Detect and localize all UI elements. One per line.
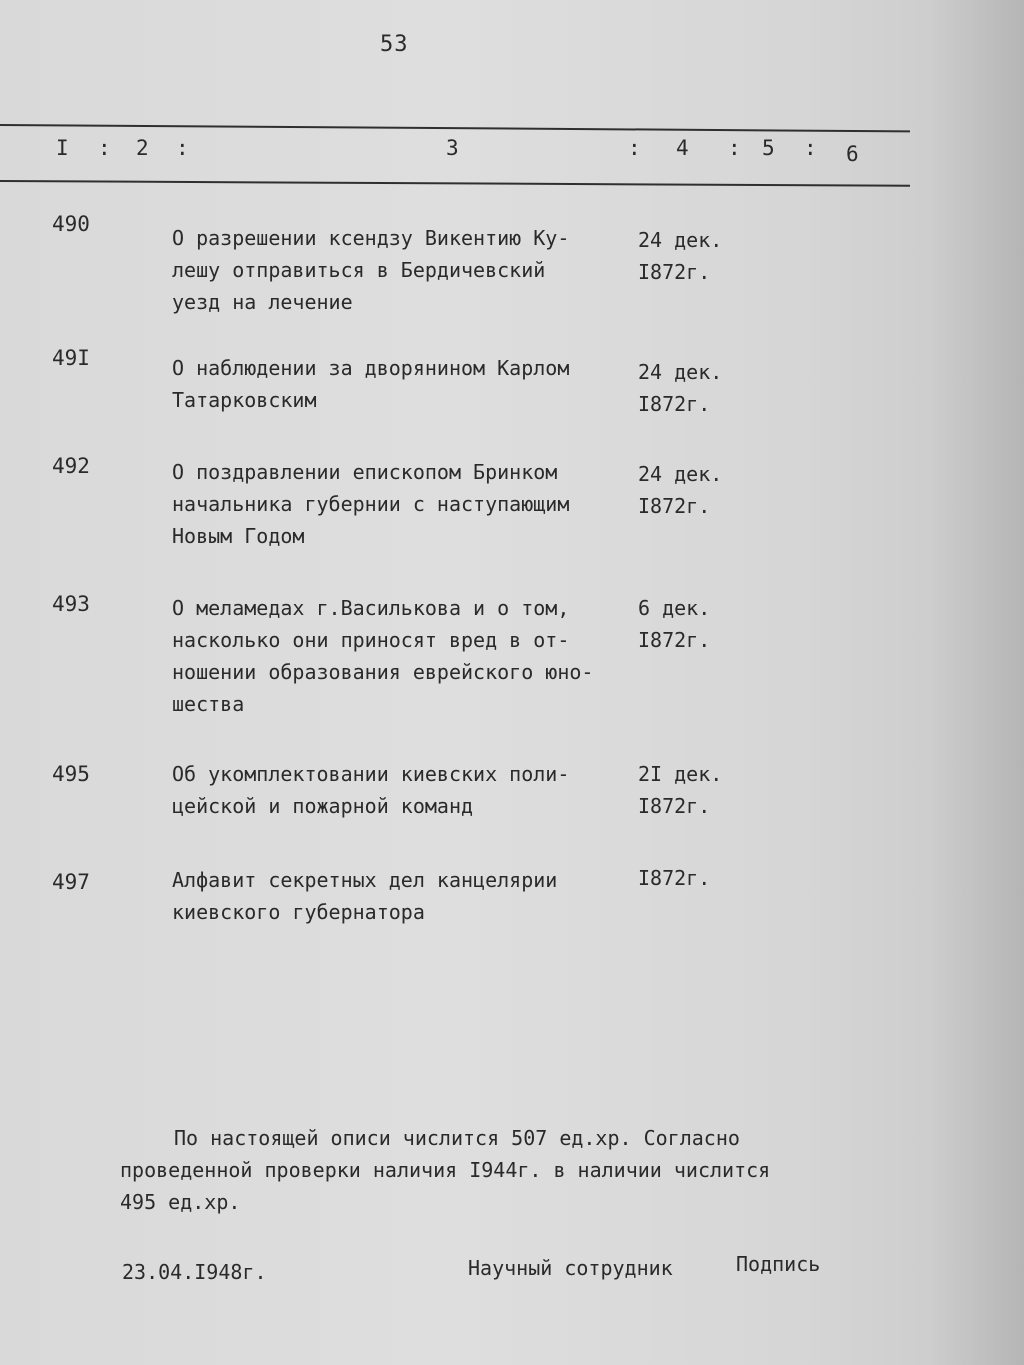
row-title-line: Об укомплектовании киевских поли- bbox=[172, 762, 570, 786]
row-date bbox=[638, 458, 722, 522]
row-number: 495 bbox=[52, 762, 90, 786]
row-date-line: I872г. bbox=[638, 494, 711, 518]
column-header-3: 3 bbox=[446, 136, 459, 160]
footer-signature-label: Подпись bbox=[736, 1252, 821, 1276]
row-date-line: I872г. bbox=[638, 628, 711, 652]
column-separator: : bbox=[98, 136, 111, 160]
row-title-line: ношении образования еврейского юно- bbox=[172, 660, 594, 684]
row-date-line: I872г. bbox=[638, 392, 711, 416]
column-header-1: I bbox=[56, 136, 69, 160]
row-title-line: Татарковским bbox=[172, 388, 317, 412]
row-date bbox=[638, 356, 722, 420]
column-header-4: 4 bbox=[676, 136, 689, 160]
row-date-line: 6 дек. bbox=[638, 596, 711, 620]
row-number: 492 bbox=[52, 454, 90, 478]
row-date-line: I872г. bbox=[638, 866, 711, 890]
row-title-line: киевского губернатора bbox=[172, 900, 425, 924]
row-title-line: О поздравлении епископом Бринком bbox=[172, 460, 558, 484]
column-separator: : bbox=[176, 136, 189, 160]
column-header-6: 6 bbox=[846, 142, 859, 166]
footer-role: Научный сотрудник bbox=[468, 1256, 673, 1280]
row-title bbox=[172, 456, 612, 552]
summary-paragraph bbox=[120, 1122, 770, 1218]
page-edge-shadow bbox=[930, 0, 1024, 1365]
row-title-line: насколько они приносят вред в от- bbox=[172, 628, 570, 652]
row-title-line: Алфавит секретных дел канцелярии bbox=[172, 868, 558, 892]
row-title bbox=[172, 222, 612, 318]
row-title-line: цейской и пожарной команд bbox=[172, 794, 474, 818]
row-title bbox=[172, 592, 612, 720]
row-date bbox=[638, 224, 722, 288]
row-date-line: 2I дек. bbox=[638, 762, 723, 786]
summary-line: По настоящей описи числится 507 ед.хр. Согласно bbox=[174, 1126, 740, 1150]
row-title bbox=[172, 864, 612, 928]
column-separator: : bbox=[804, 136, 817, 160]
row-date bbox=[638, 592, 710, 656]
summary-line: проведенной проверки наличия I944г. в наличии числится bbox=[120, 1158, 771, 1182]
row-title bbox=[172, 758, 612, 822]
row-title-line: Новым Годом bbox=[172, 524, 305, 548]
row-number: 493 bbox=[52, 592, 90, 616]
row-date-line: 24 дек. bbox=[638, 228, 723, 252]
row-title-line: О меламедах г.Василькова и о том, bbox=[172, 596, 570, 620]
summary-line: 495 ед.хр. bbox=[120, 1190, 241, 1214]
column-separator: : bbox=[728, 136, 741, 160]
row-number: 497 bbox=[52, 870, 90, 894]
row-date-line: 24 дек. bbox=[638, 360, 723, 384]
row-date-line: 24 дек. bbox=[638, 462, 723, 486]
column-separator: : bbox=[628, 136, 641, 160]
column-header-2: 2 bbox=[136, 136, 149, 160]
row-date bbox=[638, 862, 710, 894]
page-number: 53 bbox=[380, 32, 409, 57]
footer-date: 23.04.I948г. bbox=[122, 1260, 267, 1284]
row-number: 49I bbox=[52, 346, 90, 370]
row-title-line: шества bbox=[172, 692, 245, 716]
row-title bbox=[172, 352, 612, 416]
row-title-line: лешу отправиться в Бердичевский bbox=[172, 258, 546, 282]
row-title-line: О разрешении ксендзу Викентию Ку- bbox=[172, 226, 570, 250]
row-title-line: уезд на лечение bbox=[172, 290, 353, 314]
row-date-line: I872г. bbox=[638, 260, 711, 284]
column-header-5: 5 bbox=[762, 136, 775, 160]
row-date-line: I872г. bbox=[638, 794, 711, 818]
row-date bbox=[638, 758, 722, 822]
row-number: 490 bbox=[52, 212, 90, 236]
row-title-line: О наблюдении за дворянином Карлом bbox=[172, 356, 570, 380]
row-title-line: начальника губернии с наступающим bbox=[172, 492, 570, 516]
